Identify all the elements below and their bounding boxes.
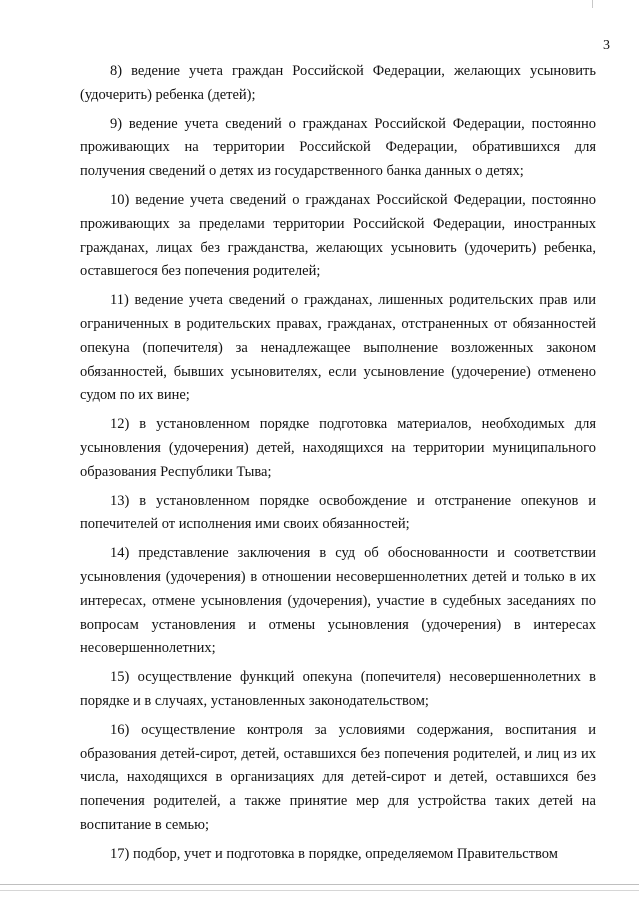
paragraph-item-15: 15) осуществление функций опекуна (попечителя) несовершеннолетних в порядке и в случаях, установленных законодательством; (80, 669, 596, 709)
document-body (80, 60, 596, 872)
page-number: 3 (603, 38, 610, 53)
paragraph-item-13: 13) в установленном порядке освобождение и отстранение опекунов и попечителей от исполнения ими своих обязанностей; (80, 492, 596, 533)
paragraph-item-9: 9) ведение учета сведений о гражданах Российской Федерации, постоянно проживающих на территории Российской Федерации, обратившихся для получения сведений о детях из государственного банка данных о детях; (80, 115, 596, 180)
paragraph-item-8: 8) ведение учета граждан Российской Федерации, желающих усыновить (удочерить) ребенка (детей); (80, 63, 596, 103)
paragraph-item-14: 14) представление заключения в суд об обоснованности и соответствии усыновления (удочерения) в отношении несовершеннолетних детей и только в их интересах, отмене усыновления (удочерения), участие в судебных заседаниях по вопросам установления и отмены усыновления (удочерения) в интересах несовершеннолетних; (80, 545, 596, 657)
scan-edge-line (0, 884, 639, 885)
paragraph-item-12: 12) в установленном порядке подготовка материалов, необходимых для усыновления (удочерения) детей, находящихся на территории муниципального образования Республики Тыва; (80, 416, 596, 480)
scan-edge-mark (592, 0, 593, 8)
paragraph-item-11: 11) ведение учета сведений о гражданах, лишенных родительских прав или ограниченных в родительских правах, гражданах, отстраненных от обязанностей опекуна (попечителя) за ненадлежащее выполнение возложенных законом обязанностей, бывших усыновителях, если усыновление (удочерение) отменено судом по их вине; (80, 292, 596, 404)
paragraph-item-16: 16) осуществление контроля за условиями содержания, воспитания и образования детей-сирот, детей, оставшихся без попечения родителей, и лиц из их числа, находящихся в организациях для детей-сирот и детей, оставшихся без попечения родителей, а также принятие мер для устройства таких детей на воспитание в семью; (80, 721, 596, 833)
paragraph-item-17: 17) подбор, учет и подготовка в порядке, определяемом Правительством (110, 845, 558, 862)
paragraph-item-10: 10) ведение учета сведений о гражданах Российской Федерации, постоянно проживающих за пределами территории Российской Федерации, иностранных гражданах, лицах без гражданства, желающих усыновить (удочерить) ребенка, оставшегося без попечения родителей; (80, 191, 596, 280)
scan-edge-line-secondary (0, 890, 639, 891)
